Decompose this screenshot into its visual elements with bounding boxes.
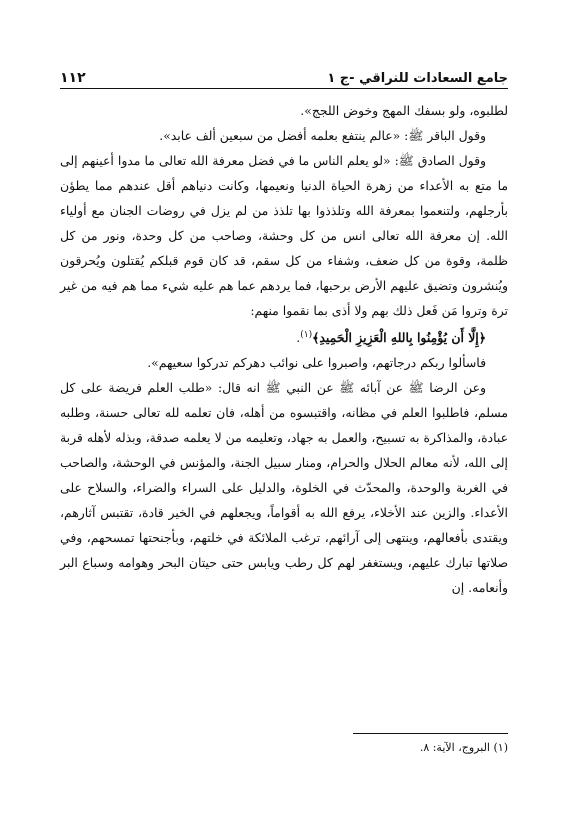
paragraph-5: وعن الرضا ﷺ عن آبائه ﷺ عن النبي ﷺ انه قال: «طلب العلم فريضة على كل مسلم، فاطلبوا العلم في مظانه، واقتبسوه من أهله، فان تعلمه لله تعالى حسنة، وطلبه عبادة، والمذاكرة به تسبيح، والعمل به جهاد، وتعليمه من لا يعلمه صدقة، وبذله لأهله قربة إلى الله، لأنه معالم الحلال والحرام، ومنار سبيل الجنة، والمؤنس في الوحشة، والصاحب في الغربة والوحدة، والمحدّث في الخلوة، والدليل على السراء والضراء، والسلاح على الأعداء. والزين عند الأخلاء، يرفع الله به أقواماً، ويجعلهم في الخير قادة، تقتبس آثارهم، ويقتدى بأفعالهم، وينتهى إلى آرائهم، ترغب الملائكة في خلتهم، وبأجنحتها تمسحهم، وفي صلاتها تبارك عليهم، ويستغفر لهم كل رطب ويابس حتى حيتان البحر وهوامه وسباع البر وأنعامه. إن	[60, 380, 508, 596]
page-header	[60, 60, 508, 86]
page-number: ١١٢	[60, 70, 86, 86]
paragraph-1: لطلبوه، ولو بسفك المهج وخوض اللجج».	[300, 103, 508, 118]
footnote-rule	[353, 733, 508, 734]
quran-verse-end: .	[296, 330, 301, 346]
paragraph-2: وقول الباقر ﷺ: «عالم ينتفع بعلمه أفضل من سبعين ألف عابد».	[159, 128, 486, 143]
quran-verse: ﴿إِلَّا أَن يُؤْمِنُوا بِاللهِ الْعَزِيزِ الْحَمِيدِ﴾	[312, 330, 486, 346]
paragraph-3: وقول الصادق ﷺ: «لو يعلم الناس ما في فضل معرفة الله تعالى ما مدوا أعينهم إلى ما متع به الأعداء من زهرة الحياة الدنيا ونعيمها، وكانت دنياهم أقل عندهم مما يطؤن بأرجلهم، ولتنعموا بمعرفة الله وتلذذوا بها تلذذ من لم يزل في روضات الجنان مع أولياء الله. إن معرفة الله تعالى انس من كل وحشة، وصاحب من كل وحدة، ونور من كل ظلمة، وقوة من كل ضعف، وشفاء من كل سقم، قد كان قوم قبلكم يُقتلون ويُحرقون ويُنشرون وتضيق عليهم الأرض برحبها، فما يردهم عما هم عليه شيء مما هم فيه من غير ترة وتروا مَن فَعل ذلك بهم ولا أذى بما نقموا منهم:	[60, 153, 508, 318]
header-rule	[60, 88, 508, 89]
quran-verse-line	[60, 323, 508, 350]
main-text	[60, 98, 508, 600]
footnote-reference: (١)	[300, 330, 313, 340]
running-title: جامع السعادات للنراقي -ج ١	[327, 71, 508, 86]
paragraph-4: فاسألوا ربكم درجاتهم، واصبروا على نوائب دهركم تدركوا سعيهم».	[147, 355, 486, 371]
footnote: (١) البروج، الآية: ٨.	[419, 741, 508, 754]
